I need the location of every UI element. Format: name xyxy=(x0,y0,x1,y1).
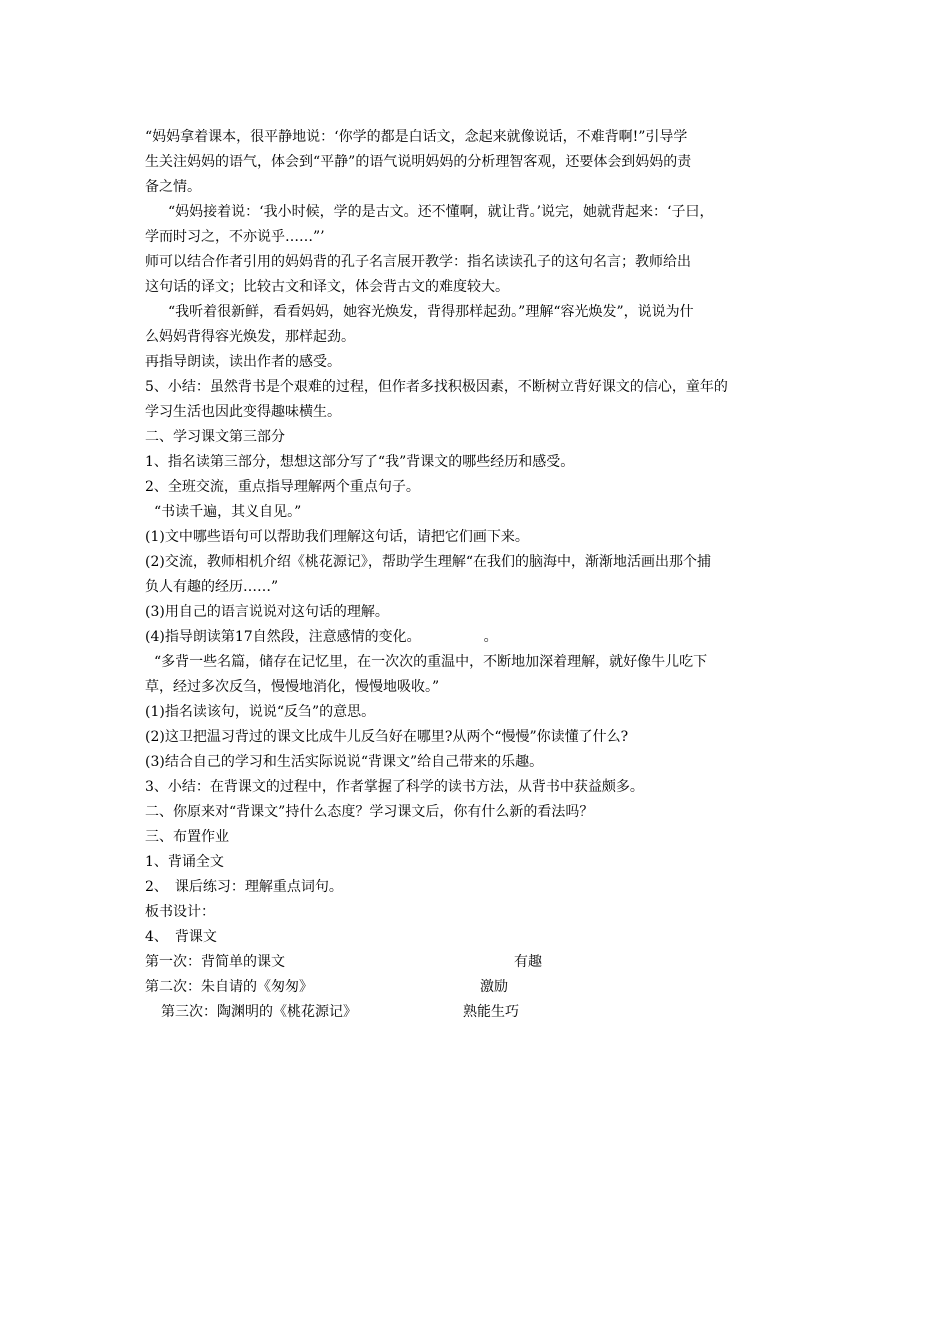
text-line: 3、小结：在背课文的过程中，作者掌握了科学的读书方法，从背书中获益颇多。 xyxy=(145,779,644,795)
text-line: 草，经过多次反刍，慢慢地消化，慢慢地吸收。” xyxy=(145,679,440,695)
board-right: 有趣 xyxy=(514,954,542,970)
text-line: 负人有趣的经历……” xyxy=(145,579,279,595)
board-left: 第一次：背简单的课文 xyxy=(145,954,285,970)
text-line: 1、指名读第三部分，想想这部分写了“我”背课文的哪些经历和感受。 xyxy=(145,454,575,470)
quote-line: “多背一些名篇，储存在记忆里，在一次次的重温中，不断地加深着理解，就好像牛儿吃下 xyxy=(154,654,708,670)
quote-line: “书读千遍，其义自见。” xyxy=(154,504,302,520)
text-line: 5、小结：虽然背书是个艰难的过程，但作者多找积极因素，不断树立背好课文的信心，童年的 xyxy=(145,379,728,395)
document-body xyxy=(145,125,810,1025)
board-row xyxy=(145,975,810,1000)
text-line: 学习生活也因此变得趣味横生。 xyxy=(145,404,341,420)
text-line: “妈妈接着说：‘我小时候，学的是古文。还不懂啊，就让背。’说完，她就背起来：‘子曰， xyxy=(168,204,714,220)
text-line: (2)交流，教师相机介绍《桃花源记》，帮助学生理解“在我们的脑海中，渐渐地活画出那个捕 xyxy=(145,554,711,570)
section-heading: 三、布置作业 xyxy=(145,829,229,845)
text-line: 4、 背课文 xyxy=(145,929,217,945)
text-line: (1)文中哪些语句可以帮助我们理解这句话，请把它们画下来。 xyxy=(145,529,529,545)
text-line: (1)指名读该句，说说“反刍”的意思。 xyxy=(145,704,376,720)
text-line: (3)用自己的语言说说对这句话的理解。 xyxy=(145,604,389,620)
board-right: 激励 xyxy=(480,979,508,995)
text-line: 师可以结合作者引用的妈妈背的孔子名言展开教学：指名读读孔子的这句名言；教师给出 xyxy=(145,254,691,270)
text-line: 2、全班交流，重点指导理解两个重点句子。 xyxy=(145,479,420,495)
text-line: “妈妈拿着课本，很平静地说：‘你学的都是白话文，念起来就像说话，不难背啊!”引导学 xyxy=(145,129,688,145)
text-line: 学而时习之，不亦说乎……”’ xyxy=(145,229,325,245)
board-left: 第二次：朱自请的《匆匆》 xyxy=(145,979,313,995)
text-line: (3)结合自己的学习和生活实际说说“背课文”给自己带来的乐趣。 xyxy=(145,754,544,770)
text-line: 么妈妈背得容光焕发，那样起劲。 xyxy=(145,329,355,345)
text-line: (4)指导朗读第17自然段，注意感情的变化。 。 xyxy=(145,629,498,645)
board-left: 第三次：陶渊明的《桃花源记》 xyxy=(161,1004,357,1020)
text-line: 再指导朗读，读出作者的感受。 xyxy=(145,354,341,370)
text-line: 1、背诵全文 xyxy=(145,854,224,870)
board-right: 熟能生巧 xyxy=(463,1004,519,1020)
text-line: 这句话的译文；比较古文和译文，体会背古文的难度较大。 xyxy=(145,279,509,295)
text-line: (2)这卫把温习背过的课文比成牛儿反刍好在哪里?从两个“慢慢”你读懂了什么? xyxy=(145,729,629,745)
board-row xyxy=(145,1000,810,1025)
text-line: 备之情。 xyxy=(145,179,201,195)
section-heading: 二、学习课文第三部分 xyxy=(145,429,285,445)
text-line: 2、 课后练习：理解重点词句。 xyxy=(145,879,343,895)
section-heading: 二、你原来对“背课文”持什么态度？学习课文后，你有什么新的看法吗？ xyxy=(145,804,594,820)
text-line: “我听着很新鲜，看看妈妈，她容光焕发，背得那样起劲。”理解“容光焕发”，说说为什 xyxy=(168,304,694,320)
text-line: 板书设计： xyxy=(145,904,215,920)
text-line: 生关注妈妈的语气，体会到“平静”的语气说明妈妈的分析理智客观，还要体会到妈妈的责 xyxy=(145,154,692,170)
board-row xyxy=(145,950,810,975)
